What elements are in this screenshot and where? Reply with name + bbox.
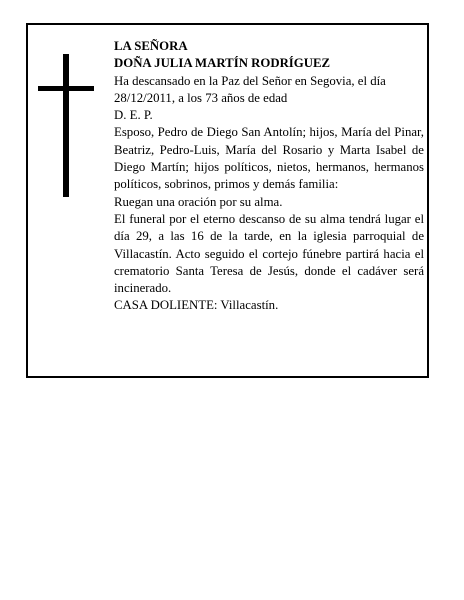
- prayer-request: Ruegan una oración por su alma.: [114, 194, 283, 209]
- rip-text: D. E. P.: [114, 108, 153, 123]
- deceased-name: DOÑA JULIA MARTÍN RODRÍGUEZ: [114, 56, 331, 71]
- funeral-details: El funeral por el eterno descanso de su alma tendrá lugar el día 29, a las 16 de la tarde, en la iglesia parroquial de Villacastín. Acto seguido el cortejo fúnebre partirá hacia el crematorio Santa Teresa de Jesús, donde el cadáver será incinerado.: [114, 211, 424, 296]
- family-list: Esposo, Pedro de Diego San Antolín; hijos, María del Pinar, Beatriz, Pedro-Luis, María del Rosario y Marta Isabel de Diego Martín; hijos políticos, nietos, hermanos, hermanos políticos, sobrinos, primos y demás familia:: [114, 125, 424, 192]
- cross-vertical-bar: [63, 54, 69, 197]
- death-statement: Ha descansado en la Paz del Señor en Segovia, el día 28/12/2011, a los 73 años de edad: [114, 73, 386, 105]
- cross-horizontal-bar: [38, 86, 94, 91]
- obituary-text: [114, 38, 424, 315]
- cross-icon: [38, 54, 94, 197]
- notice-title-line-1: LA SEÑORA: [114, 39, 188, 53]
- house-of-mourning: CASA DOLIENTE: Villacastín.: [114, 298, 279, 313]
